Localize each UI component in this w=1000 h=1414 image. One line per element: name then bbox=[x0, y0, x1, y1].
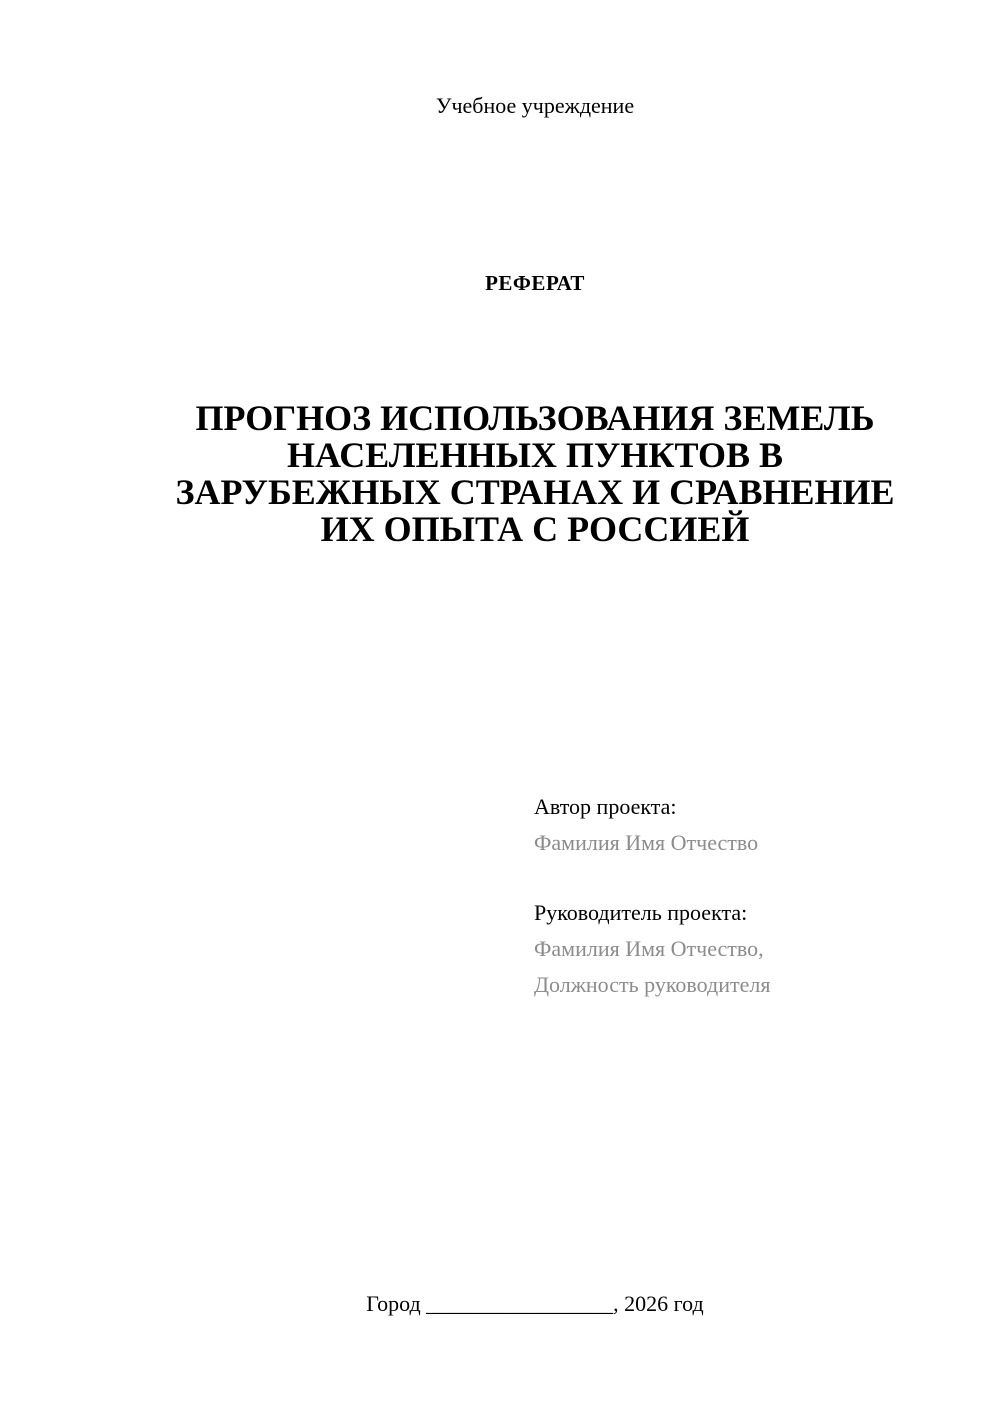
supervisor-name: Фамилия Имя Отчество, bbox=[534, 936, 764, 961]
title-line: ИХ ОПЫТА С РОССИЕЙ bbox=[320, 509, 750, 549]
credits-spacer bbox=[534, 861, 974, 895]
city-year-line: Город _________________, 2026 год bbox=[366, 1291, 704, 1316]
author-name: Фамилия Имя Отчество bbox=[534, 830, 759, 855]
credits-block bbox=[534, 789, 974, 1003]
title-line: НАСЕЛЕННЫХ ПУНКТОВ В bbox=[286, 435, 784, 475]
title-line: ЗАРУБЕЖНЫХ СТРАНАХ И СРАВНЕНИЕ bbox=[175, 472, 895, 512]
document-type: РЕФЕРАТ bbox=[485, 271, 585, 295]
supervisor-label: Руководитель проекта: bbox=[534, 900, 748, 925]
title-line: ПРОГНОЗ ИСПОЛЬЗОВАНИЯ ЗЕМЕЛЬ bbox=[195, 398, 875, 438]
supervisor-position: Должность руководителя bbox=[534, 972, 771, 997]
document-title bbox=[100, 400, 970, 548]
author-label: Автор проекта: bbox=[534, 794, 677, 819]
institution-name: Учебное учреждение bbox=[435, 93, 635, 118]
